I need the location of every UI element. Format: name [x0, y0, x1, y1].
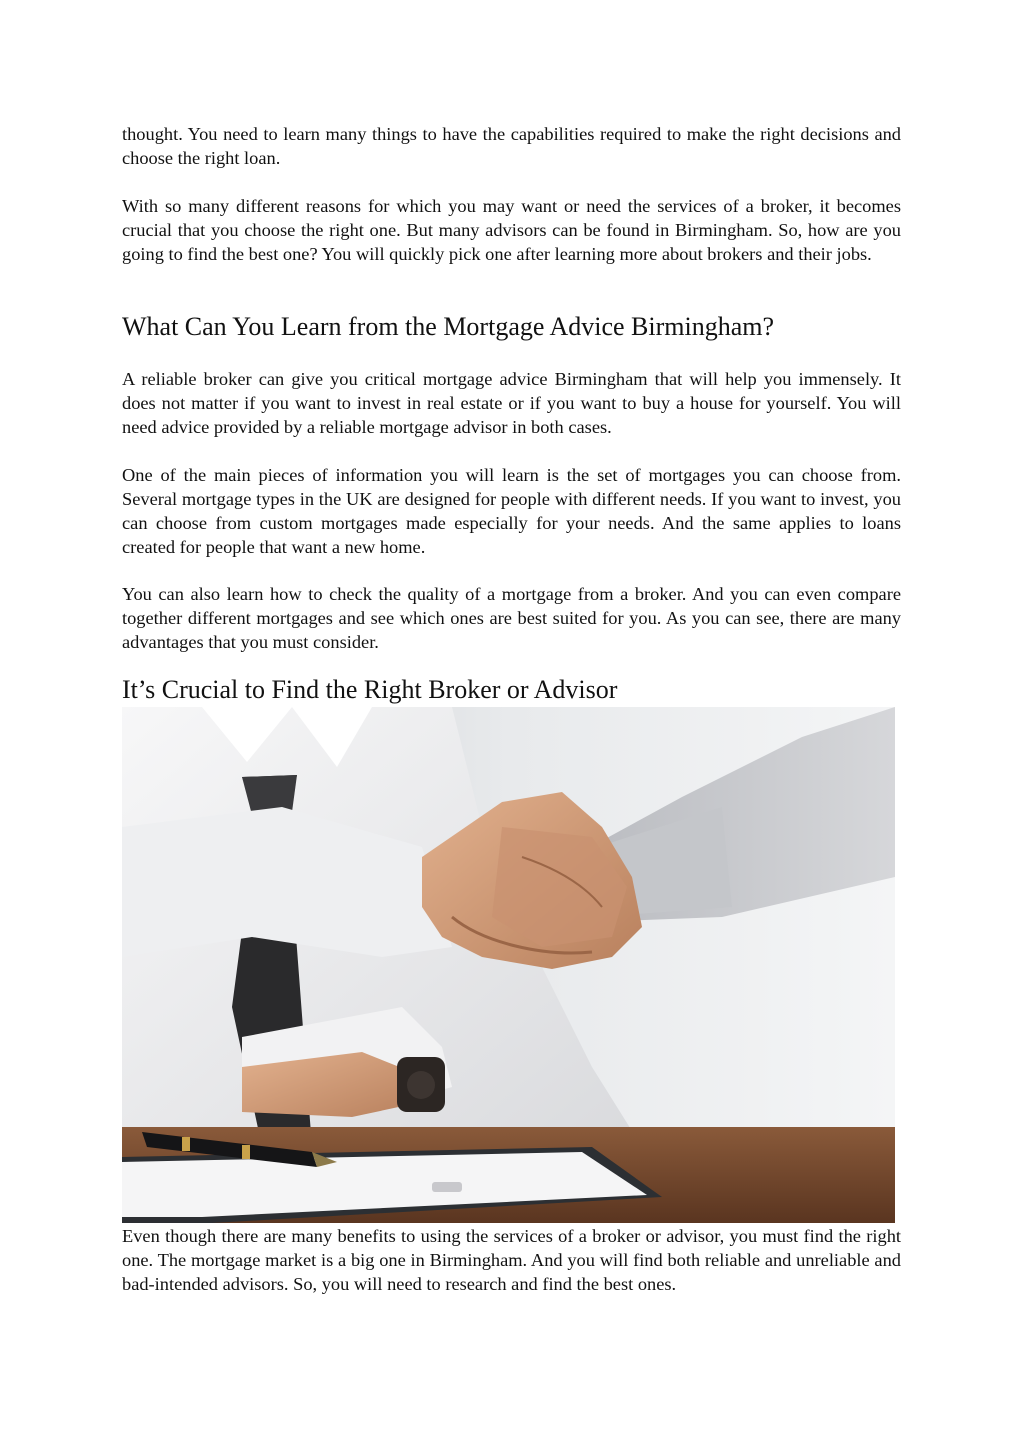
- paragraph-broker-reasons: With so many different reasons for which you may want or need the services of a broker, it becomes crucial that you choose the right one. But many advisors can be found in Birmingham. So, how are you going to find the best one? You will quickly pick one after learning more about brokers and their jobs.: [122, 196, 901, 264]
- paragraph-intro-continuation: thought. You need to learn many things to have the capabilities required to make the right decisions and choose the right loan.: [122, 124, 901, 168]
- paragraph-mortgage-types: One of the main pieces of information you will learn is the set of mortgages you can choose from. Several mortgage types in the UK are designed for people with different needs. If you want to invest, you can choose from custom mortgages made especially for your needs. And the same applies to loans created for people that want a new home.: [122, 465, 901, 557]
- heading-mortgage-advice: What Can You Learn from the Mortgage Advice Birmingham?: [122, 312, 775, 341]
- heading-right-broker: It’s Crucial to Find the Right Broker or Advisor: [122, 675, 618, 704]
- paragraph-check-quality: You can also learn how to check the quality of a mortgage from a broker. And you can even compare together different mortgages and see which ones are best suited for you. As you can see, there are many advantages that you must consider.: [122, 584, 901, 652]
- paragraph-find-right-one: Even though there are many benefits to using the services of a broker or advisor, you must find the right one. The mortgage market is a big one in Birmingham. And you will find both reliable and unreliable and bad-intended advisors. So, you will need to research and find the best ones.: [122, 1226, 901, 1294]
- paragraph-reliable-broker: A reliable broker can give you critical mortgage advice Birmingham that will help you immensely. It does not matter if you want to invest in real estate or if you want to buy a house for yourself. You will need advice provided by a reliable mortgage advisor in both cases.: [122, 369, 901, 437]
- handshake-photo: [122, 707, 895, 1223]
